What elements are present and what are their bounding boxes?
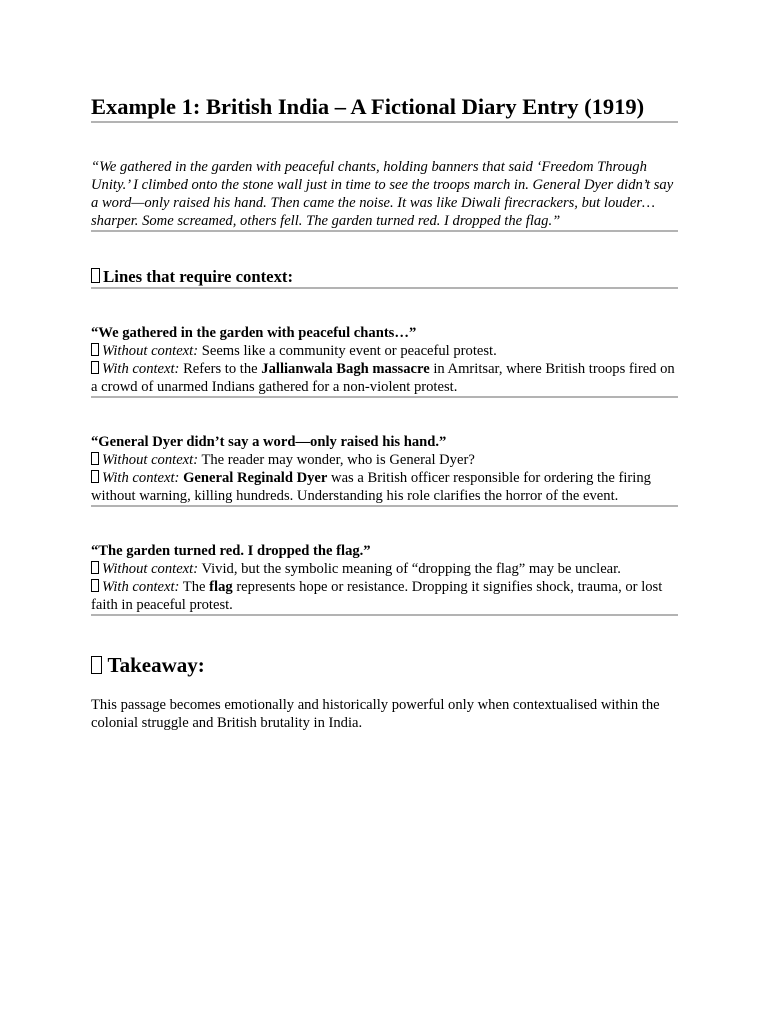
divider [91, 505, 678, 507]
context-heading-text: Lines that require context: [103, 267, 294, 286]
with-context-text-post: was a British officer responsible for ordering the firing without warning, killing hundreds. Understanding his role clarifies the horror of the event. [91, 470, 651, 504]
without-context-text: Vivid, but the symbolic meaning of “dropping the flag” may be unclear. [198, 561, 621, 577]
missing-glyph-icon [91, 561, 99, 574]
divider [91, 396, 678, 398]
takeaway-paragraph: This passage becomes emotionally and historically powerful only when contextualised within the colonial struggle and British brutality in India. [91, 697, 660, 731]
without-context-line [91, 342, 678, 360]
entry-quote: “General Dyer didn’t say a word—only raised his hand.” [91, 434, 447, 450]
without-context-label: Without context: [102, 561, 199, 577]
missing-glyph-icon [91, 470, 99, 483]
with-context-line [91, 469, 678, 505]
missing-glyph-icon [91, 361, 99, 374]
with-context-key-term: flag [209, 579, 233, 595]
with-context-text-post: represents hope or resistance. Dropping it signifies shock, trauma, or lost faith in peaceful protest. [91, 579, 663, 613]
with-context-label: With context: [102, 470, 180, 486]
with-context-label: With context: [102, 361, 180, 377]
with-context-line [91, 578, 678, 614]
without-context-text: The reader may wonder, who is General Dyer? [198, 452, 475, 468]
context-entry [91, 324, 678, 396]
without-context-line [91, 560, 678, 578]
divider [91, 287, 678, 289]
without-context-text: Seems like a community event or peaceful protest. [198, 343, 497, 359]
with-context-line [91, 360, 678, 396]
takeaway-heading [91, 652, 678, 678]
context-entry [91, 433, 678, 505]
entry-quote: “The garden turned red. I dropped the flag.” [91, 543, 371, 559]
without-context-label: Without context: [102, 452, 199, 468]
with-context-label: With context: [102, 579, 180, 595]
divider [91, 121, 678, 123]
with-context-text-pre: The [179, 579, 210, 595]
page-title: Example 1: British India – A Fictional Diary Entry (1919) [91, 94, 645, 119]
entry-quote: “We gathered in the garden with peaceful chants…” [91, 325, 417, 341]
missing-glyph-icon [91, 343, 99, 356]
missing-glyph-icon [91, 452, 99, 465]
context-section-heading [91, 267, 678, 287]
divider [91, 614, 678, 616]
without-context-line [91, 451, 678, 469]
diary-excerpt: “We gathered in the garden with peaceful chants, holding banners that said ‘Freedom Through Unity.’ I climbed onto the stone wall just in time to see the troops march in. General Dyer didn’t say a word—only raised his hand. Then came the noise. It was like Diwali firecrackers, but louder… sharper. Some screamed, others fell. The garden turned red. I dropped the flag.” [91, 159, 674, 229]
with-context-text-pre: Refers to the [179, 361, 262, 377]
with-context-key-term: General Reginald Dyer [183, 470, 328, 486]
missing-glyph-icon [91, 579, 99, 592]
with-context-key-term: Jallianwala Bagh massacre [261, 361, 430, 377]
missing-glyph-icon [91, 268, 100, 283]
with-context-text-post: in Amritsar, where British troops fired on a crowd of unarmed Indians gathered for a non-violent protest. [91, 361, 675, 395]
context-entry [91, 542, 678, 614]
missing-glyph-icon [91, 656, 102, 674]
divider [91, 230, 678, 232]
without-context-label: Without context: [102, 343, 199, 359]
takeaway-heading-text: Takeaway: [107, 653, 205, 677]
